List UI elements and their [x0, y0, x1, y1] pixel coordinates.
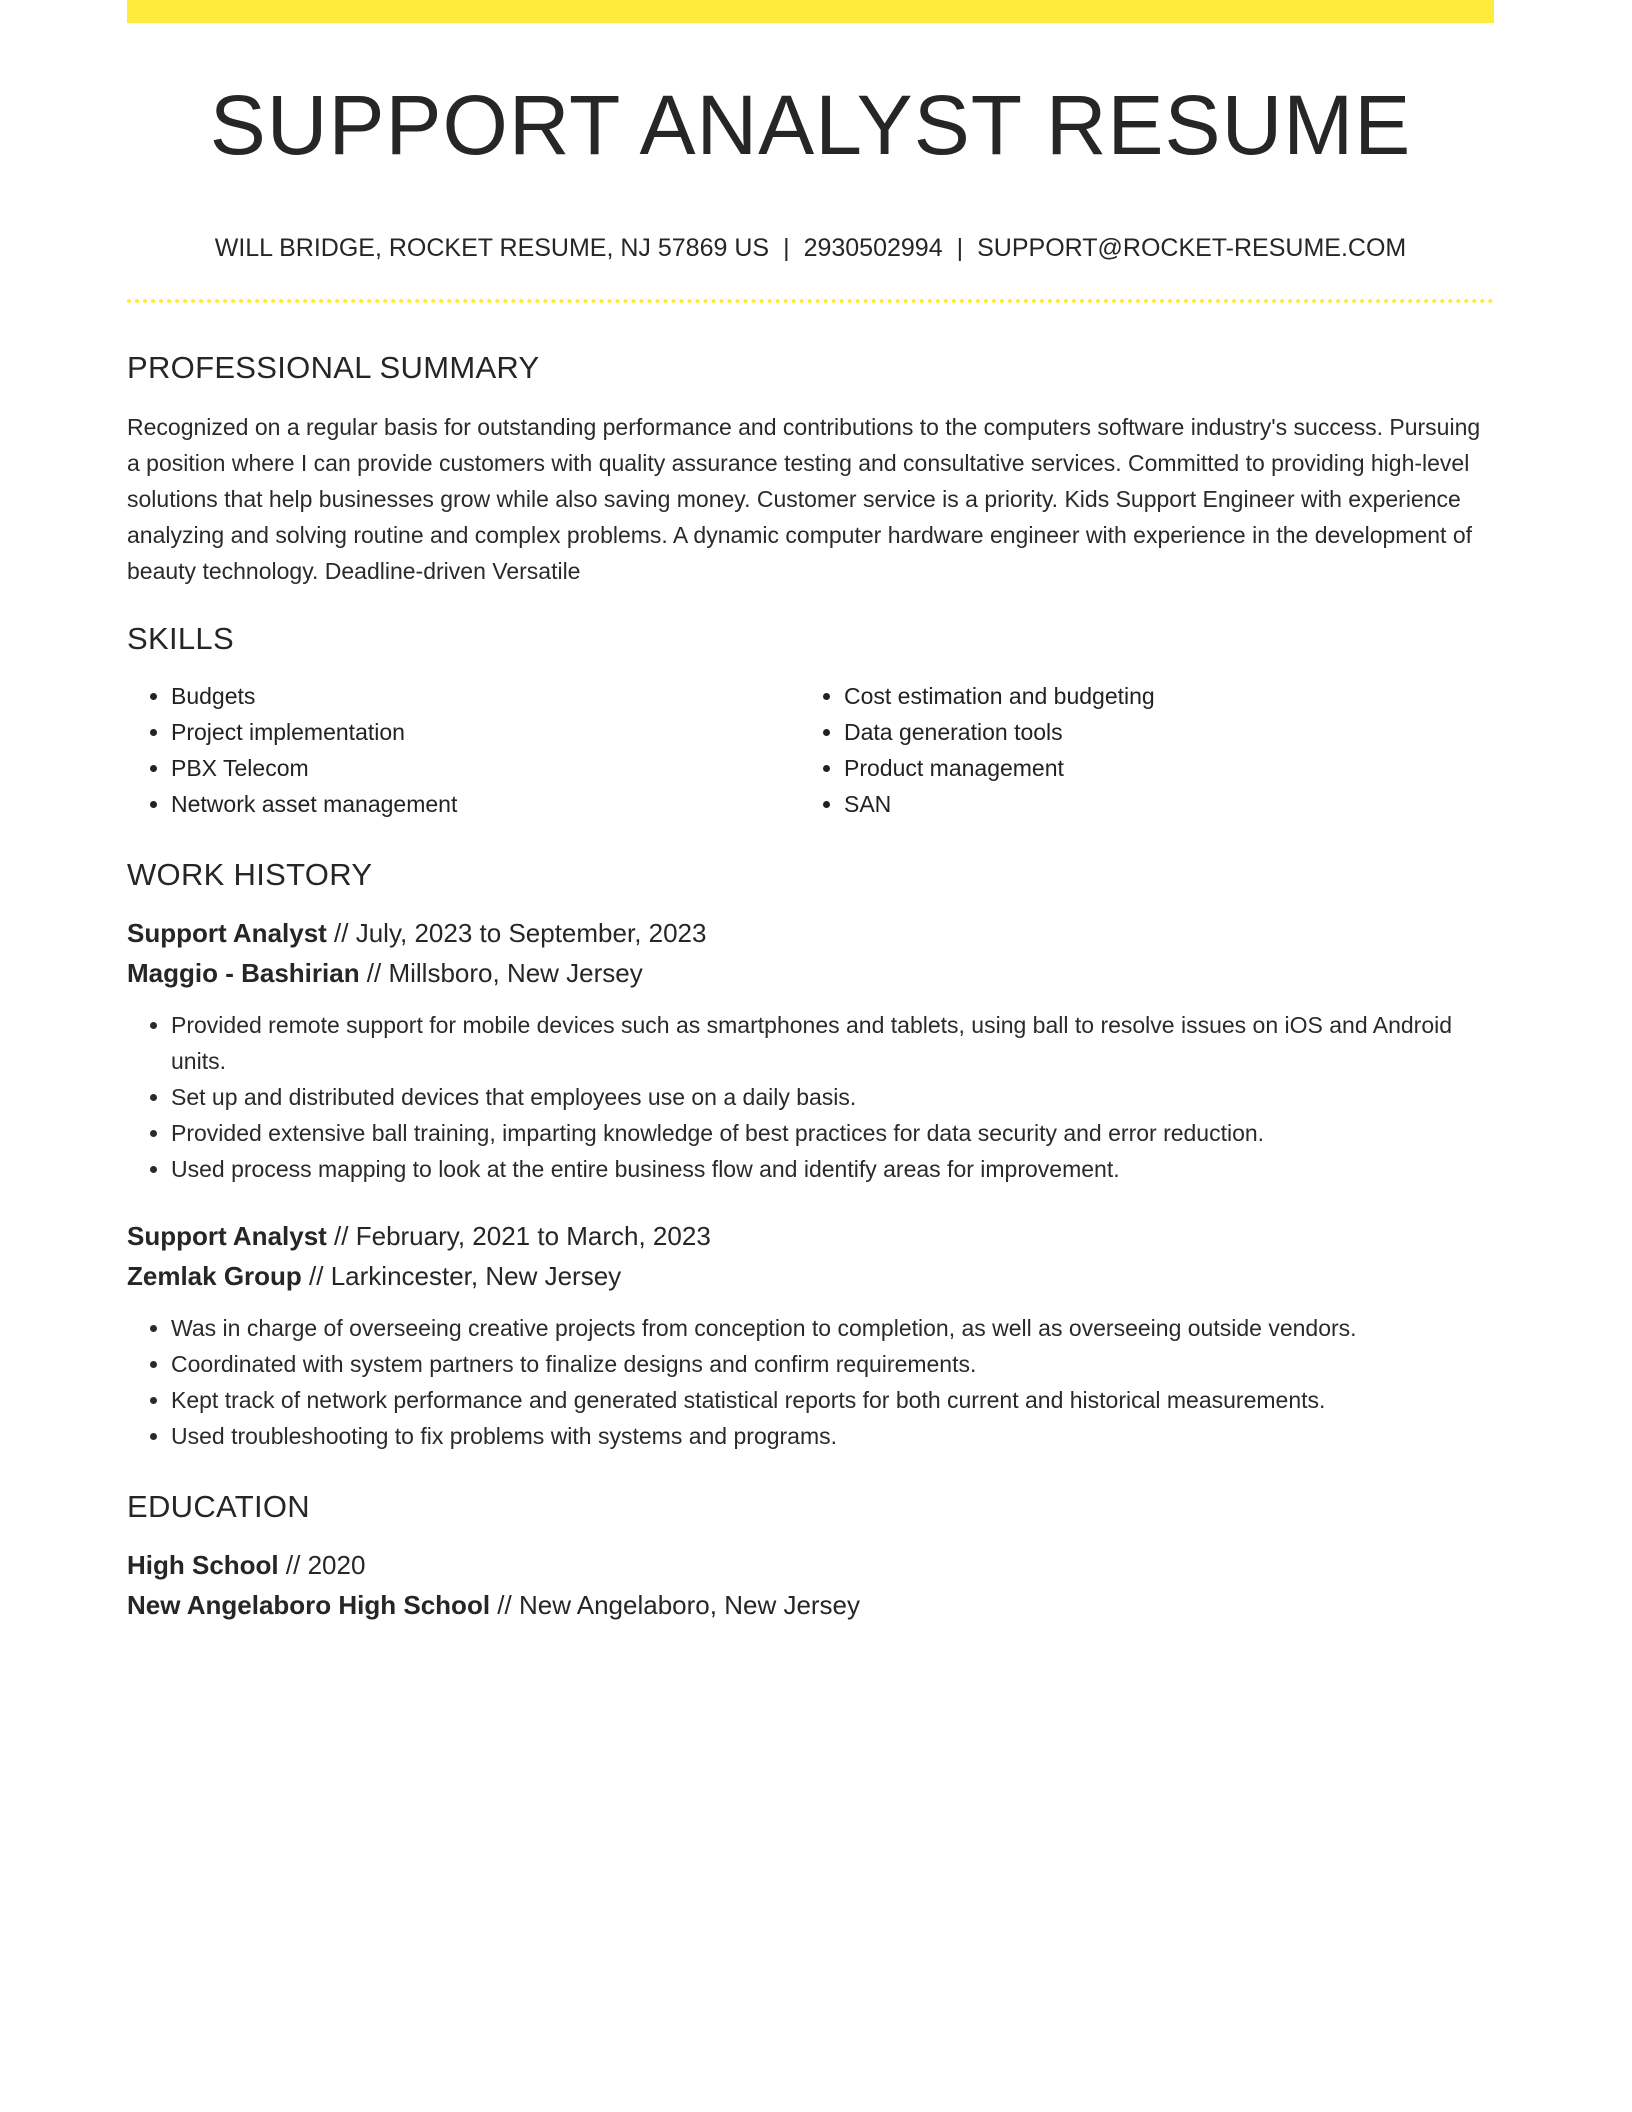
skill-item: • Network asset management: [171, 786, 800, 822]
job-location: // Larkincester, New Jersey: [301, 1261, 622, 1291]
job-bullet: • Used troubleshooting to fix problems with systems and programs.: [171, 1418, 1494, 1454]
job-bullet: • Was in charge of overseeing creative projects from conception to completion, as well as overseeing outside vendors.: [171, 1310, 1494, 1346]
job-company-line: [127, 953, 1494, 993]
job-bullet: • Provided remote support for mobile devices such as smartphones and tablets, using ball to resolve issues on iOS and Android units.: [171, 1007, 1494, 1079]
work-history-heading: WORK HISTORY: [127, 857, 373, 892]
skills-column-right: [800, 678, 1473, 822]
job-company: Maggio - Bashirian: [127, 958, 360, 988]
summary-heading: PROFESSIONAL SUMMARY: [127, 350, 540, 385]
job-location: // Millsboro, New Jersey: [359, 958, 643, 988]
job-bullet: • Coordinated with system partners to finalize designs and confirm requirements.: [171, 1346, 1494, 1382]
skill-item: • Product management: [844, 750, 1473, 786]
education-school: New Angelaboro High School: [127, 1590, 491, 1620]
job-bullet: • Provided extensive ball training, imparting knowledge of best practices for data security and error reduction.: [171, 1115, 1494, 1151]
education-degree: High School: [127, 1550, 279, 1580]
education-year: // 2020: [278, 1550, 366, 1580]
job-company-line: [127, 1256, 1494, 1296]
job-title-line: [127, 913, 1494, 953]
job-bullet: • Used process mapping to look at the entire business flow and identify areas for improvement.: [171, 1151, 1494, 1187]
job-entry: [127, 1216, 1494, 1454]
education-heading: EDUCATION: [127, 1489, 310, 1524]
skill-item: • SAN: [844, 786, 1473, 822]
skill-item: • Budgets: [171, 678, 800, 714]
skill-item: • Project implementation: [171, 714, 800, 750]
skills-column-left: [127, 678, 800, 822]
skill-item: • PBX Telecom: [171, 750, 800, 786]
job-title-line: [127, 1216, 1494, 1256]
accent-bar: [127, 0, 1494, 23]
job-title: Support Analyst: [127, 1221, 327, 1251]
job-dates: // July, 2023 to September, 2023: [326, 918, 707, 948]
summary-text: Recognized on a regular basis for outstanding performance and contributions to the computers software industry's success. Pursuing a position where I can provide customers with quality assurance testing and consultative services. Committed to providing high-level solutions that help businesses grow while also saving money. Customer service is a priority. Kids Support Engineer with experience analyzing and solving routine and complex problems. A dynamic computer hardware engineer with experience in the development of beauty technology. Deadline-driven Versatile: [127, 414, 1481, 584]
header-divider: [127, 299, 1494, 303]
job-bullets: [127, 1007, 1494, 1187]
education-degree-line: [127, 1545, 1494, 1585]
contact-separator: |: [783, 234, 790, 262]
job-bullet: • Set up and distributed devices that employees use on a daily basis.: [171, 1079, 1494, 1115]
contact-address: WILL BRIDGE, ROCKET RESUME, NJ 57869 US: [214, 234, 770, 262]
job-company: Zemlak Group: [127, 1261, 302, 1291]
skill-item: • Data generation tools: [844, 714, 1473, 750]
job-entry: [127, 913, 1494, 1187]
education-location: // New Angelaboro, New Jersey: [490, 1590, 861, 1620]
job-title: Support Analyst: [127, 918, 327, 948]
job-dates: // February, 2021 to March, 2023: [326, 1221, 711, 1251]
contact-line: [127, 236, 1494, 261]
skills-heading: SKILLS: [127, 621, 234, 656]
resume-title: SUPPORT ANALYST RESUME: [209, 78, 1412, 172]
skills-list: [127, 678, 1494, 822]
job-bullet: • Kept track of network performance and generated statistical reports for both current and historical measurements.: [171, 1382, 1494, 1418]
skill-item: • Cost estimation and budgeting: [844, 678, 1473, 714]
education-school-line: [127, 1585, 1494, 1625]
contact-email: SUPPORT@ROCKET-RESUME.COM: [977, 234, 1407, 262]
resume-page: [127, 0, 1494, 1625]
contact-phone: 2930502994: [803, 234, 943, 262]
job-bullets: [127, 1310, 1494, 1454]
contact-separator: |: [956, 234, 964, 262]
